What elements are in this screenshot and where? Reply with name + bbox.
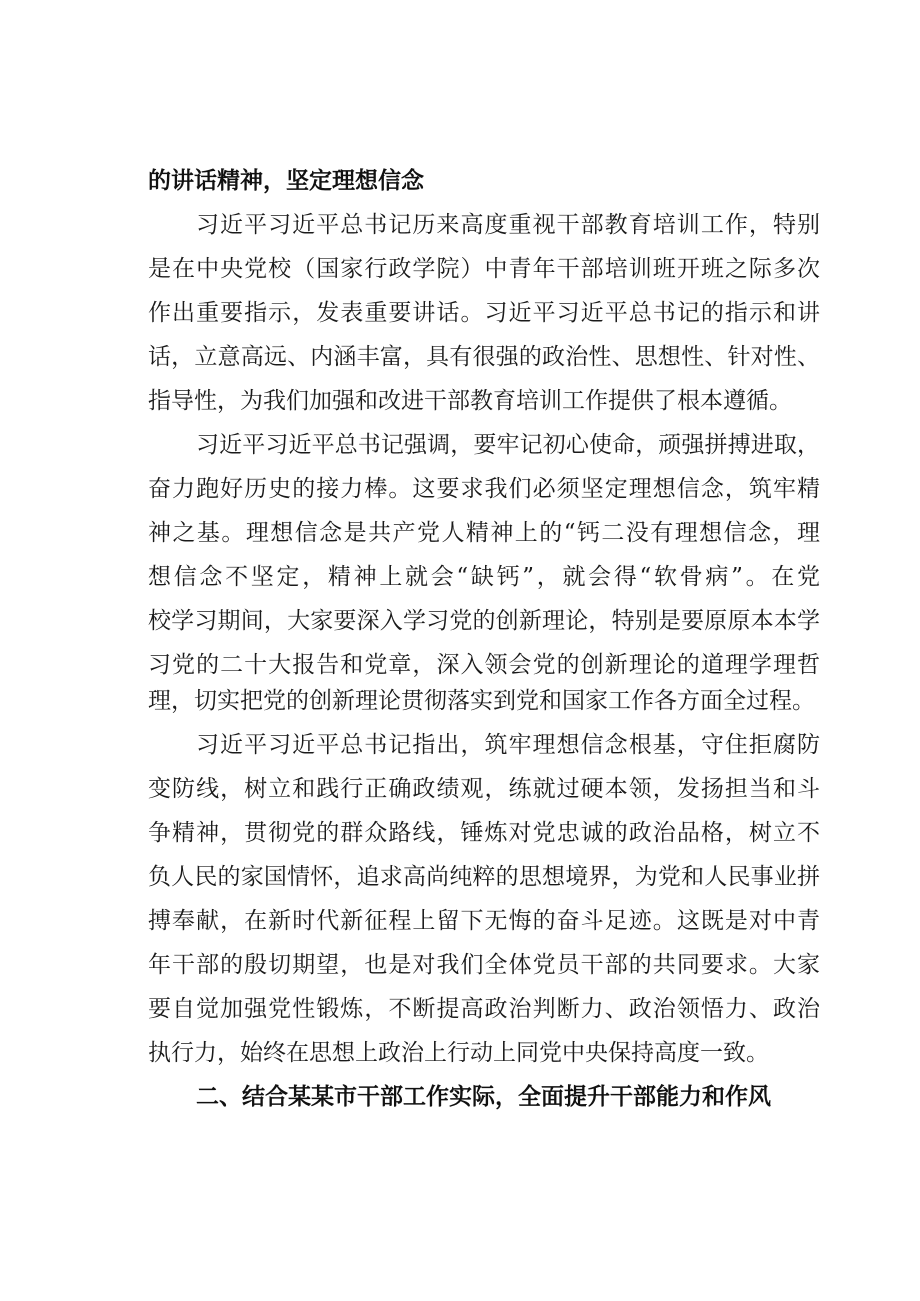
paragraph-line: 变防线，树立和践行正确政绩观，练就过硬本领，发扬担当和斗 (148, 776, 820, 802)
paragraph-line: 习近平习近平总书记指出，筑牢理想信念根基，守住拒腐防 (196, 732, 820, 758)
paragraph-line: 校学习期间，大家要深入学习党的创新理论，特别是要原原本本学 (148, 608, 820, 634)
paragraph-line: 指导性，为我们加强和改进干部教育培训工作提供了根本遵循。 (148, 388, 792, 414)
paragraph-line: 奋力跑好历史的接力棒。这要求我们必须坚定理想信念，筑牢精 (148, 476, 820, 502)
paragraph-line: 争精神，贯彻党的群众路线，锤炼对党忠诚的政治品格，树立不 (148, 820, 820, 846)
section-heading: 二、结合某某市干部工作实际，全面提升干部能力和作风 (196, 1084, 771, 1110)
paragraph-line: 话，立意高远、内涵丰富，具有很强的政治性、思想性、针对性、 (148, 344, 820, 370)
paragraph-line: 作出重要指示，发表重要讲话。习近平习近平总书记的指示和讲 (148, 300, 820, 326)
paragraph-line: 负人民的家国情怀，追求高尚纯粹的思想境界，为党和人民事业拼 (148, 864, 820, 890)
paragraph-line: 神之基。理想信念是共产党人精神上的“钙二没有理想信念，理 (148, 520, 820, 546)
paragraph-line: 执行力，始终在思想上政治上行动上同党中央保持高度一致。 (148, 1040, 769, 1066)
paragraph-line: 理，切实把党的创新理论贯彻落实到党和国家工作各方面全过程。 (148, 688, 815, 714)
paragraph-line: 习党的二十大报告和党章，深入领会党的创新理论的道理学理哲 (148, 652, 820, 678)
paragraph-line: 想信念不坚定，精神上就会“缺钙”，就会得“软骨病”。在党 (148, 564, 820, 590)
paragraph-line: 要自觉加强党性锻炼，不断提高政治判断力、政治领悟力、政治 (148, 996, 820, 1022)
section-heading-continuation: 的讲话精神，坚定理想信念 (148, 168, 424, 194)
paragraph-line: 是在中央党校（国家行政学院）中青年干部培训班开班之际多次 (148, 256, 820, 282)
paragraph-line: 习近平习近平总书记历来高度重视干部教育培训工作，特别 (196, 212, 820, 238)
paragraph-line: 搏奉献，在新时代新征程上留下无悔的奋斗足迹。这既是对中青 (148, 908, 820, 934)
paragraph-line: 习近平习近平总书记强调，要牢记初心使命，顽强拼搏进取， (196, 432, 820, 458)
paragraph-line: 年干部的殷切期望，也是对我们全体党员干部的共同要求。大家 (148, 952, 820, 978)
